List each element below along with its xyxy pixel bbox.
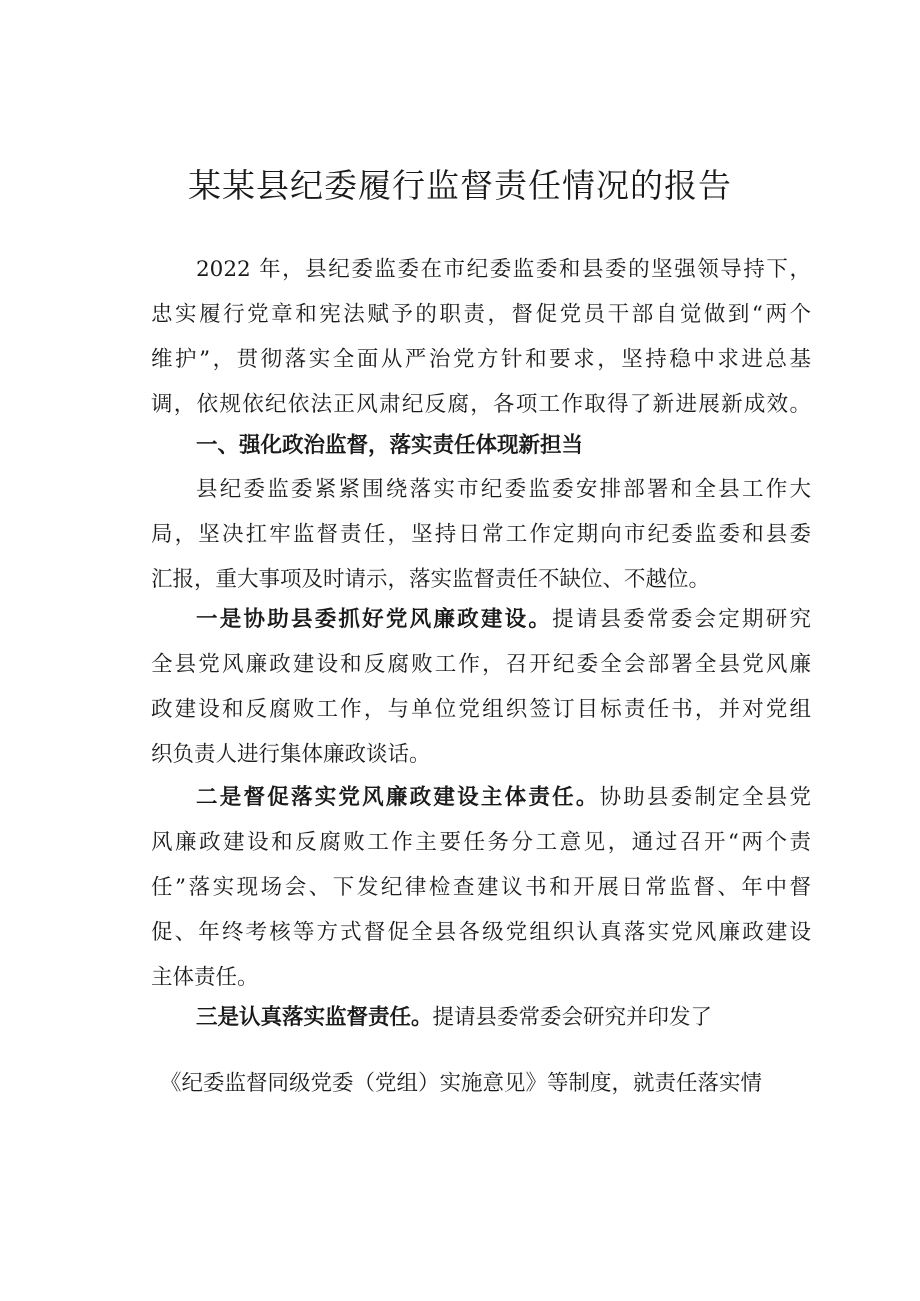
item1-line-4: 织负责人进行集体廉政谈话。 bbox=[151, 742, 431, 767]
item2-first-rest: 协助县委制定全县党 bbox=[599, 785, 811, 810]
item1-line-2: 全县党风廉政建设和反腐败工作，召开纪委全会部署全县党风廉 bbox=[151, 652, 811, 677]
section-line-2: 局，坚决扛牢监督责任，坚持日常工作定期向市纪委监委和县委 bbox=[151, 522, 811, 547]
item1-paragraph bbox=[151, 597, 811, 777]
item2-lead: 二是督促落实党风廉政建设主体责任。 bbox=[196, 785, 600, 810]
item2-paragraph bbox=[151, 775, 811, 1000]
section-paragraph bbox=[151, 467, 811, 602]
section-line-3: 汇报，重大事项及时请示，落实监督责任不缺位、不越位。 bbox=[151, 567, 711, 592]
item3-paragraph bbox=[151, 995, 811, 1040]
final-line: 《纪委监督同级党委（党组）实施意见》等制度，就责任落实情 bbox=[160, 1071, 763, 1096]
section-line-1: 县纪委监委紧紧围绕落实市纪委监委安排部署和全县工作大 bbox=[196, 477, 811, 502]
item2-line-2: 风廉政建设和反腐败工作主要任务分工意见，通过召开“两个责 bbox=[151, 830, 811, 855]
item2-line-3: 任”落实现场会、下发纪律检查建议书和开展日常监督、年中督 bbox=[151, 875, 811, 900]
item3-lead: 三是认真落实监督责任。 bbox=[196, 1005, 433, 1030]
section-heading: 一、强化政治监督，落实责任体现新担当 bbox=[196, 433, 584, 458]
item1-line-3: 政建设和反腐败工作，与单位党组织签订目标责任书，并对党组 bbox=[151, 697, 811, 722]
item3-first-rest: 提请县委常委会研究并印发了 bbox=[432, 1005, 713, 1030]
item3-line-1 bbox=[151, 995, 811, 1040]
item2-line-5: 主体责任。 bbox=[151, 965, 259, 990]
item2-line-4: 促、年终考核等方式督促全县各级党组织认真落实党风廉政建设 bbox=[151, 920, 811, 945]
item1-first-rest: 提请县委常委会定期研究 bbox=[552, 607, 811, 632]
intro-line-3: 维护”，贯彻落实全面从严治党方针和要求，坚持稳中求进总基 bbox=[151, 347, 811, 372]
item1-line-1 bbox=[151, 597, 811, 642]
intro-line-1: 2022 年，县纪委监委在市纪委监委和县委的坚强领导持下， bbox=[196, 257, 811, 282]
intro-line-4: 调，依规依纪依法正风肃纪反腐，各项工作取得了新进展新成效。 bbox=[151, 392, 811, 417]
document-title: 某某县纪委履行监督责任情况的报告 bbox=[188, 166, 732, 205]
intro-paragraph bbox=[151, 247, 811, 427]
item2-line-1 bbox=[151, 775, 811, 820]
intro-line-2: 忠实履行党章和宪法赋予的职责，督促党员干部自觉做到“两个 bbox=[151, 302, 811, 327]
item1-lead: 一是协助县委抓好党风廉政建设。 bbox=[196, 607, 553, 632]
